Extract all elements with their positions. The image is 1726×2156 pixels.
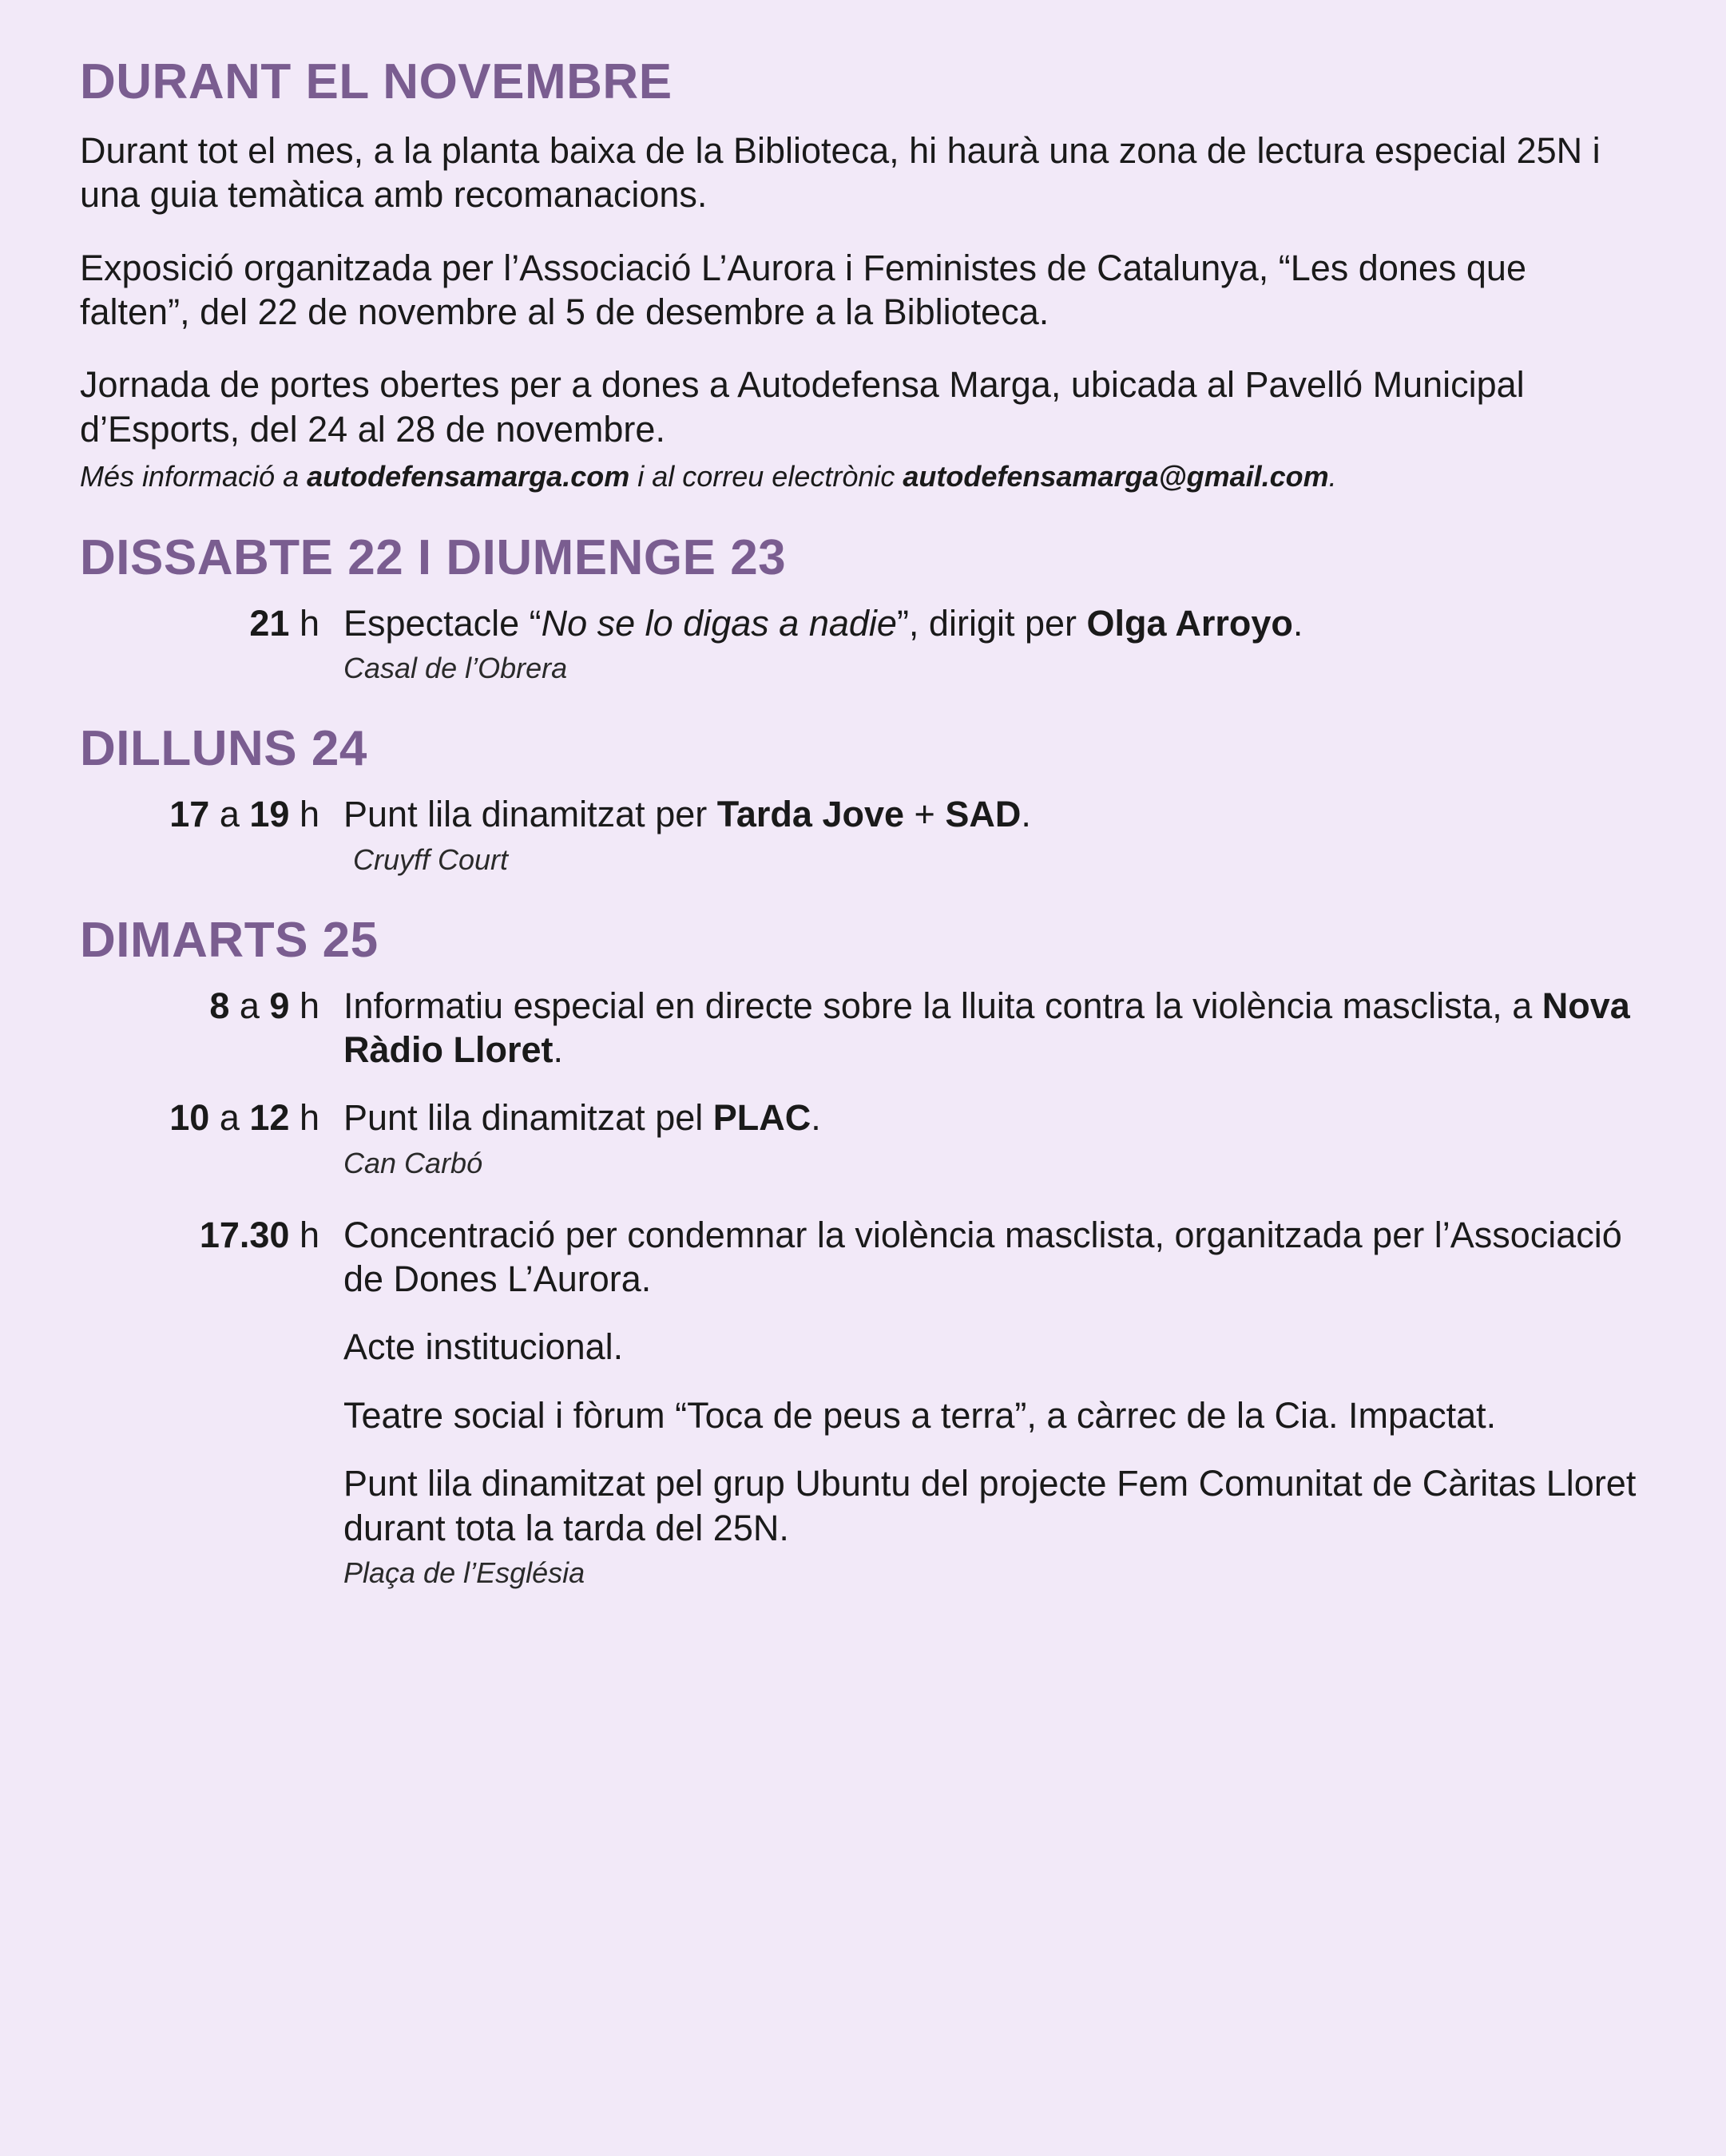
- entry-time-unit: h: [299, 794, 319, 835]
- entry-text-before: Punt lila dinamitzat per: [343, 794, 717, 835]
- contact-note: [80, 459, 1646, 495]
- entry-time-value: 8: [209, 985, 230, 1026]
- entry-time-value-end: 12: [249, 1097, 290, 1139]
- entry-detail: [343, 1213, 1646, 1302]
- contact-note-middle: i al correu electrònic: [629, 460, 903, 493]
- entry-text-before: Punt lila dinamitzat pel: [343, 1097, 713, 1139]
- entry-time: [80, 601, 343, 645]
- entry-detail-text: [343, 601, 1646, 645]
- entry-detail: [343, 984, 1646, 1072]
- entry-time-separator: a: [219, 794, 240, 835]
- entry-time-value-end: 19: [249, 794, 290, 835]
- paragraph-exposicio: Exposició organitzada per l’Associació L’Aurora i Feministes de Catalunya, “Les dones que falten”, del 22 de novembre al 5 de desembre a la Biblioteca.: [80, 247, 1526, 333]
- entry-text-bold: Tarda Jove: [716, 794, 905, 835]
- entry-detail: [343, 1096, 1646, 1180]
- paragraph-biblioteca: Durant tot el mes, a la planta baixa de la Biblioteca, hi haurà una zona de lectura especial 25N i una guia temàtica amb recomanacions.: [80, 130, 1601, 216]
- entry-time-unit: h: [299, 1214, 319, 1255]
- spacer: [80, 1205, 1646, 1213]
- entry-text-after: .: [553, 1029, 564, 1071]
- entry-text-bold: Nova Ràdio Lloret: [343, 985, 1630, 1071]
- sub-entry-punt-lila-ubuntu: [343, 1461, 1646, 1591]
- entry-text-bold-secondary: SAD: [945, 794, 1022, 835]
- contact-note-lead: Més informació a: [80, 460, 308, 493]
- entry-venue: Casal de l’Obrera: [343, 652, 568, 685]
- entry-time-value: 10: [169, 1097, 210, 1139]
- section-heading-dimarts-25: DIMARTS 25: [80, 912, 379, 968]
- entry-text-before: Espectacle “: [343, 602, 542, 644]
- entry-detail: [343, 601, 1646, 686]
- entry-time-separator: a: [239, 985, 260, 1026]
- schedule-entry: [80, 1096, 1646, 1180]
- entry-time: [80, 984, 343, 1028]
- section-durant-el-novembre: [80, 56, 1646, 495]
- entry-time-value-end: 9: [269, 985, 290, 1026]
- contact-note-website: autodefensamarga.com: [307, 460, 630, 493]
- paragraph-portes-obertes: Jornada de portes obertes per a dones a Autodefensa Marga, ubicada al Pavelló Municipal d’Esports, del 24 al 28 de novembre.: [80, 364, 1525, 450]
- entry-text-bold: PLAC: [712, 1097, 811, 1139]
- entry-venue: Cruyff Court: [353, 842, 509, 876]
- section-dimarts-25: [80, 914, 1646, 1591]
- section-final-venue: Plaça de l’Església: [343, 1556, 585, 1589]
- schedule-entry: [80, 792, 1646, 877]
- entry-time-unit: h: [299, 602, 319, 644]
- sub-entry-text: Punt lila dinamitzat pel grup Ubuntu del projecte Fem Comunitat de Càritas Lloret durant tota la tarda del 25N.: [343, 1463, 1637, 1548]
- entry-detail-text: Concentració per condemnar la violència masclista, organitzada per l’Associació de Dones L’Aurora.: [343, 1214, 1622, 1300]
- entry-time: [80, 1213, 343, 1257]
- entry-text-after: .: [1292, 602, 1303, 644]
- section-heading-durant-el-novembre: DURANT EL NOVEMBRE: [80, 54, 673, 109]
- section-heading-dilluns-24: DILLUNS 24: [80, 721, 367, 777]
- entry-time-value: 21: [249, 602, 290, 644]
- section-heading-dissabte-22-diumenge-23: DISSABTE 22 I DIUMENGE 23: [80, 529, 787, 585]
- entry-text-bold: Olga Arroyo: [1086, 602, 1293, 644]
- entry-time-unit: h: [299, 1097, 319, 1139]
- entry-text-after: .: [1021, 794, 1031, 835]
- entry-time-value: 17.30: [199, 1214, 290, 1255]
- entry-time: [80, 1096, 343, 1139]
- sub-entry-teatre-social: Teatre social i fòrum “Toca de peus a terra”, a càrrec de la Cia. Impactat.: [343, 1394, 1497, 1436]
- entry-time: [80, 792, 343, 836]
- entry-text-after: .: [811, 1097, 821, 1139]
- entry-time-unit: h: [299, 985, 319, 1026]
- section-dilluns-24: [80, 723, 1646, 877]
- entry-text-middle: +: [904, 794, 946, 835]
- entry-venue: Can Carbó: [343, 1146, 483, 1179]
- entry-text-before: Informatiu especial en directe sobre la lluita contra la violència masclista, a: [343, 985, 1542, 1026]
- schedule-entry: [80, 1213, 1646, 1302]
- entry-time-separator: a: [219, 1097, 240, 1139]
- schedule-entry: [80, 984, 1646, 1072]
- entry-detail-text: [343, 984, 1646, 1072]
- entry-detail-text: [343, 1096, 1646, 1139]
- entry-text-middle: ”, dirigit per: [896, 602, 1087, 644]
- schedule-entry: [80, 601, 1646, 686]
- entry-detail-text: [343, 792, 1646, 836]
- section-dissabte-22-diumenge-23: [80, 529, 1646, 686]
- entry-detail: [343, 792, 1646, 877]
- contact-note-end: .: [1328, 460, 1337, 493]
- contact-note-email: autodefensamarga@gmail.com: [903, 460, 1329, 493]
- entry-text-italic: No se lo digas a nadie: [541, 602, 897, 644]
- sub-entry-acte-institucional: Acte institucional.: [343, 1326, 624, 1368]
- entry-time-value: 17: [169, 794, 210, 835]
